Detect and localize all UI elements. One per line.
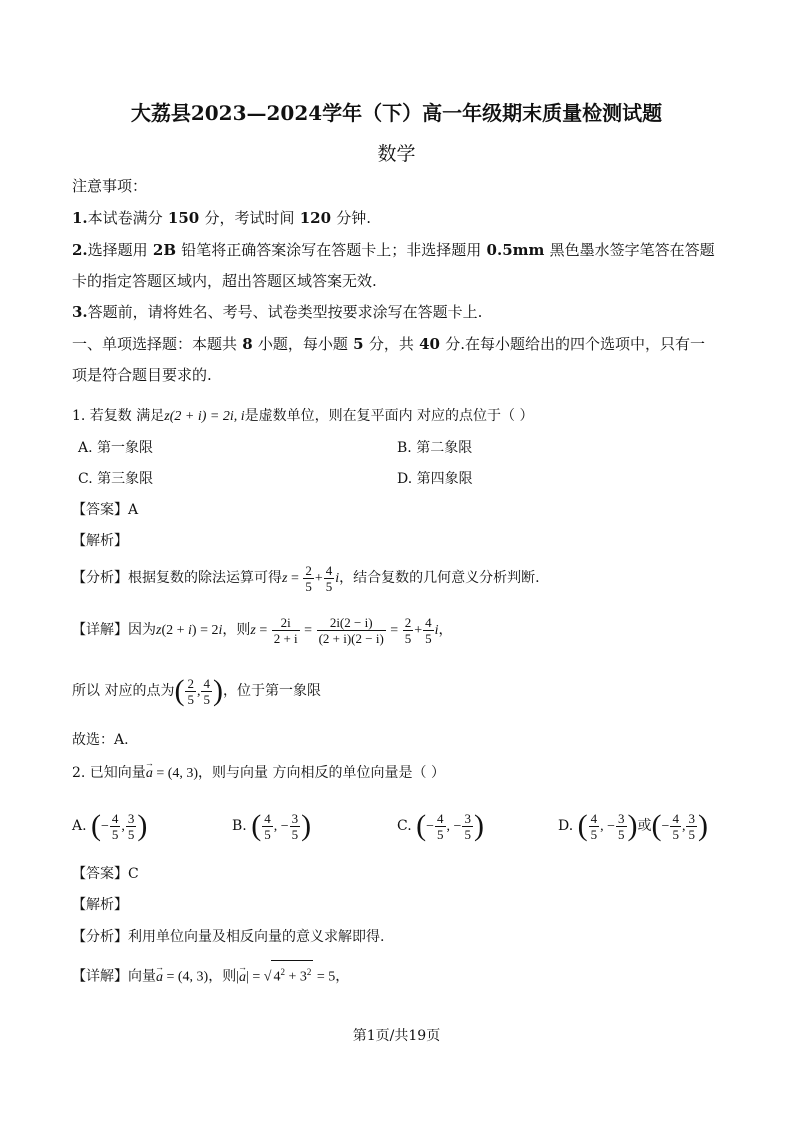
q1-guxuan: 故选：A.	[72, 732, 129, 748]
section-heading-cont: 项是符合题目要求的.	[72, 366, 212, 384]
q2-fenxi: 【分析】利用单位向量及相反向量的意义求解即得.	[72, 929, 385, 945]
q1-point: 所以 对应的点为( $\frac{2}{5}$ , $\frac{4}{5}$ )，位于第一象限	[72, 674, 321, 707]
q2-xiangjie: 【详解】向量a → = (4, 3)，则|a →| = √ $4^2 + 3^2 = 5$，	[72, 960, 349, 989]
note-2: 2.选择题用 2B 铅笔将正确答案涂写在答题卡上；非选择题用 0.5mm 黑色墨水签字笔答在答题	[72, 241, 715, 259]
note-2-cont: 卡的指定答题区域内，超出答题区域答案无效.	[72, 272, 377, 290]
page-footer: 第1页/共19页	[352, 1028, 441, 1044]
section-heading: 一、单项选择题：本题共 8 小题，每小题 5 分，共 40 分.在每小题给出的四个选项中，只有一	[72, 335, 705, 353]
q1-option-a: A. 第一象限	[78, 440, 154, 456]
q2-option-b: B. ( $\frac{4}{5}$ , − $\frac{3}{5}$ )	[232, 809, 312, 842]
q1-xiangjie: 【详解】因为z(2 + i) = 2i，则z = $\frac{2i}{2 + i}$ = $\frac{2i(2 - i)}{(2 + i)(2 - i)}$ = $\frac{2}{5}$ + $\frac{4}{5}$ i，	[72, 614, 453, 646]
q1-fenxi: 【分析】根据复数的除法运算可得z = $\frac{2}{5}$ + $\frac{4}{5}$ i，结合复数的几何意义分析判断.	[72, 562, 540, 594]
q1-jiexi: 【解析】	[72, 533, 128, 549]
note-1: 1.本试卷满分 150 分，考试时间 120 分钟.	[72, 209, 372, 227]
q2-option-c: C. (− $\frac{4}{5}$ , − $\frac{3}{5}$ )	[397, 809, 484, 842]
q1-stem: 1. 若复数 满足z(2 + i) = 2i, i是虚数单位，则在复平面内 对应的点位于（ ）	[72, 408, 534, 424]
subject-title: 数学	[377, 143, 416, 165]
notes-heading: 注意事项：	[72, 177, 148, 195]
q1-option-c: C. 第三象限	[78, 471, 154, 487]
q2-option-a: A. (− $\frac{4}{5}$ , $\frac{3}{5}$ )	[72, 809, 148, 842]
q1-option-b: B. 第二象限	[397, 440, 473, 456]
exam-title: 大荔县2023—2024学年（下）高一年级期末质量检测试题	[130, 101, 663, 125]
q2-option-d: D. ( $\frac{4}{5}$ , − $\frac{3}{5}$ )或(− $\frac{4}{5}$ , $\frac{3}{5}$ )	[558, 809, 708, 842]
q2-answer: 【答案】C	[72, 866, 139, 882]
q1-option-d: D. 第四象限	[397, 471, 473, 487]
q2-stem: 2. 已知向量a → = (4, 3)，则与向量 方向相反的单位向量是（ ）	[72, 762, 445, 785]
q2-jiexi: 【解析】	[72, 897, 128, 913]
note-3: 3.答题前，请将姓名、考号、试卷类型按要求涂写在答题卡上.	[72, 303, 483, 321]
q1-answer: 【答案】A	[72, 502, 139, 518]
